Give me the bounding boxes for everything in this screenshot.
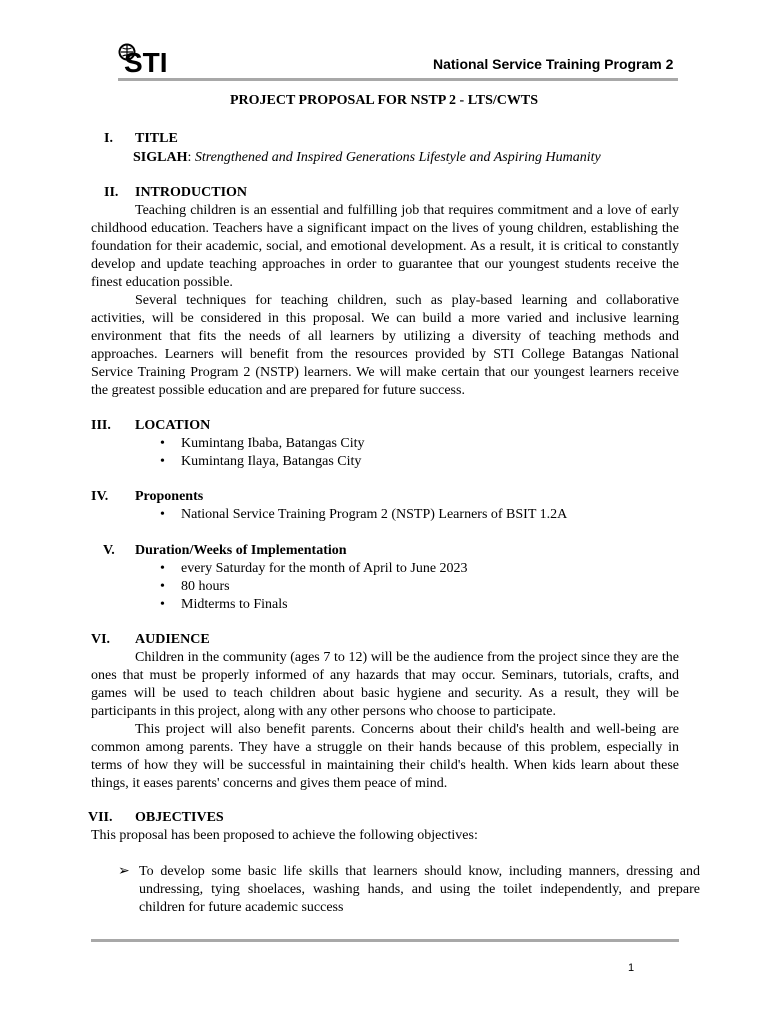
proponents-list (160, 506, 567, 524)
document-title: PROJECT PROPOSAL FOR NSTP 2 - LTS/CWTS (229, 93, 539, 108)
footer-divider (91, 939, 679, 942)
section-heading: Proponents (135, 489, 204, 504)
duration-list (160, 560, 468, 614)
section-number: II. (104, 185, 119, 200)
section-number: III. (91, 418, 111, 433)
section-number: IV. (91, 489, 109, 504)
list-item: • Kumintang Ilaya, Batangas City (160, 453, 365, 471)
section-heading: OBJECTIVES (135, 810, 224, 825)
section-number: I. (104, 131, 113, 146)
program-title: National Service Training Program 2 (433, 56, 674, 72)
list-item: • Midterms to Finals (160, 596, 468, 614)
section-heading: Duration/Weeks of Implementation (135, 543, 347, 558)
list-item: • every Saturday for the month of April to June 2023 (160, 560, 468, 578)
section-number: VI. (91, 632, 111, 647)
list-item: • 80 hours (160, 578, 468, 596)
section-number: VII. (88, 810, 113, 825)
section-heading: AUDIENCE (135, 632, 210, 647)
section-heading: INTRODUCTION (135, 185, 248, 200)
project-name-separator: : (187, 150, 192, 165)
objective-item (118, 863, 700, 917)
page-number: 1 (628, 962, 635, 974)
project-subtitle: Strengthened and Inspired Generations Lifestyle and Aspiring Humanity (194, 150, 601, 165)
objective-text: To develop some basic life skills that learners should know, including manners, dressing and undressing, tying shoelaces, washing hands, and using the toilet independently, and prepare children for future academic success (139, 864, 700, 915)
project-name: SIGLAH (133, 150, 188, 165)
header-divider (118, 78, 678, 81)
section-number: V. (103, 543, 115, 558)
location-list (160, 435, 365, 471)
sti-logo (118, 42, 178, 76)
intro-paragraph-1: Teaching children is an essential and fulfilling job that requires commitment and a love of early childhood education. Teachers have a significant impact on the lives of young children, establishing the foundation for their academic, social, and emotional development. As a result, it is critical to constantly develop and update teaching approaches in order to guarantee that our youngest students receive the finest education possible. (91, 203, 679, 290)
arrow-bullet-icon: ➢ (118, 864, 130, 879)
audience-paragraph-2: This project will also benefit parents. Concerns about their child's health and well-being are common among parents. They have a struggle on their hands because of this problem, especially in terms of how they will be successful in maintaining their child's health. When kids learn about these things, it eases parents' concerns and gives them peace of mind. (91, 722, 679, 791)
page-header (0, 0, 768, 90)
list-item: • Kumintang Ibaba, Batangas City (160, 435, 365, 453)
list-item: • National Service Training Program 2 (NSTP) Learners of BSIT 1.2A (160, 506, 567, 524)
project-name-line (133, 149, 601, 167)
objectives-intro: This proposal has been proposed to achieve the following objectives: (91, 828, 478, 843)
intro-paragraph-2: Several techniques for teaching children, such as play-based learning and collaborative activities, will be considered in this proposal. We can build a more varied and inclusive learning environment that fits the needs of all learners by utilizing a diversity of teaching methods and approaches. Learners will benefit from the resources provided by STI College Batangas National Service Training Program 2 (NSTP) learners. We will make certain that our youngest learners receive the greatest possible education and are prepared for future success. (91, 293, 679, 398)
audience-paragraph-1: Children in the community (ages 7 to 12) will be the audience from the project since they are the ones that must be properly informed of any hazards that may occur. Seminars, tutorials, crafts, and games will be used to teach children about basic hygiene and security. As a result, they will be participants in this project, along with any other persons who choose to participate. (91, 650, 679, 719)
logo-text: STI (124, 47, 168, 76)
sti-logo-icon (118, 42, 178, 76)
section-heading: LOCATION (135, 418, 211, 433)
section-heading: TITLE (135, 131, 178, 146)
